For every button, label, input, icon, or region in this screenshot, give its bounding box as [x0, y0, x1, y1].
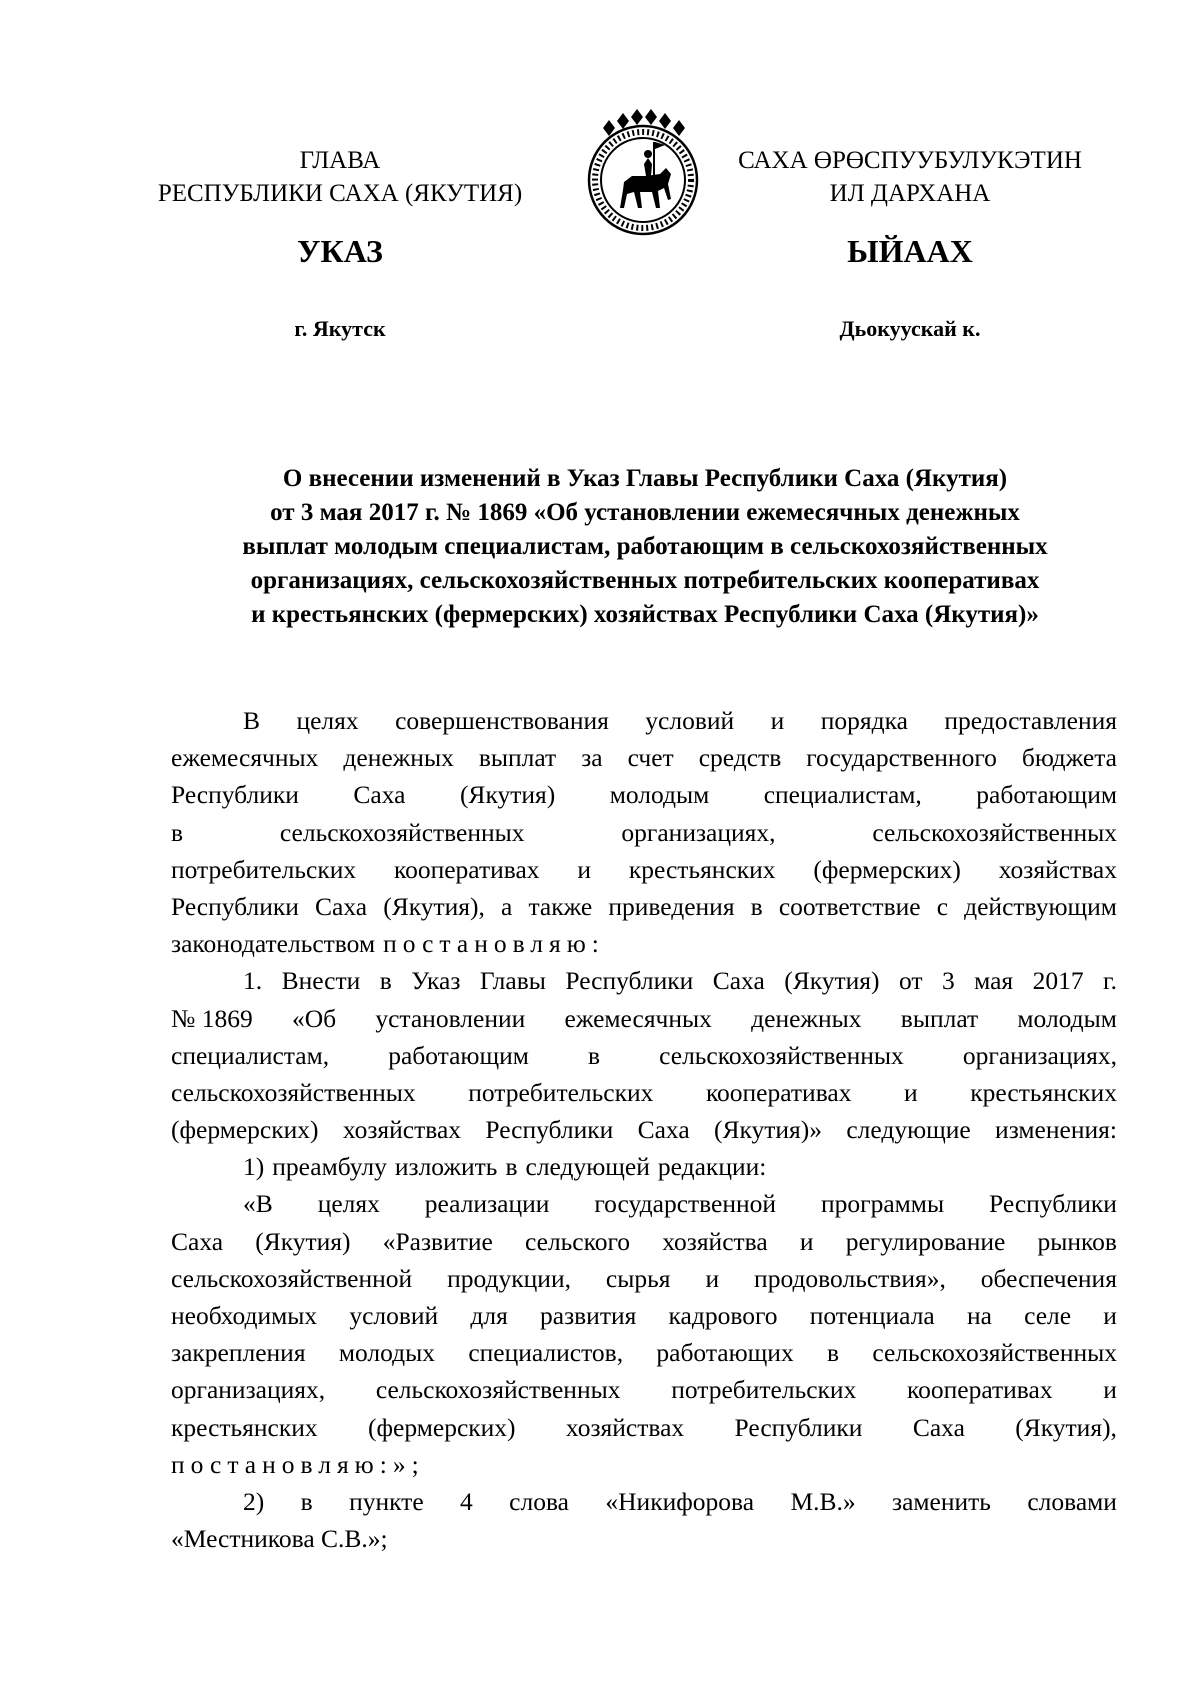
body-word: сельскохозяйственных: [872, 817, 1117, 847]
body-line: [171, 1223, 1117, 1260]
body-word: крестьянских: [171, 1412, 318, 1442]
body-word: кооперативах: [907, 1375, 1053, 1405]
body-word: и: [1103, 1301, 1117, 1330]
body-word: выплат: [900, 1003, 979, 1033]
body-word: а: [501, 891, 513, 921]
body-word: и: [577, 854, 592, 884]
body-word: крестьянских: [970, 1077, 1117, 1107]
body-line: [171, 1409, 1117, 1446]
body-word: г.: [1103, 966, 1117, 996]
body-word: выплат: [478, 743, 557, 773]
body-line: [171, 814, 1117, 851]
body-line: [171, 1334, 1117, 1371]
body-word: продовольствия»,: [754, 1263, 946, 1293]
body-word: на: [966, 1301, 992, 1330]
body-word: специалистов,: [468, 1338, 624, 1368]
body-word: целях: [296, 706, 359, 735]
body-word: установлении: [375, 1003, 526, 1033]
body-word: и: [1103, 1375, 1117, 1405]
body-line: [171, 1000, 1117, 1037]
body-word: молодым: [1017, 1003, 1117, 1033]
body-word: средств: [698, 743, 782, 773]
body-line: [171, 739, 1117, 776]
body-line: [171, 1037, 1117, 1074]
doc-type-sakha: ЫЙААХ: [847, 233, 973, 269]
body-word: Республики: [565, 966, 694, 996]
body-word: обеспечения: [980, 1263, 1117, 1293]
body-line: [171, 1074, 1117, 1111]
body-word: Саха: [171, 1226, 224, 1256]
body-line: [171, 1371, 1117, 1408]
body-word: кадрового: [668, 1301, 778, 1330]
body-word: сельскохозяйственных: [659, 1040, 904, 1070]
body-word: Республики: [734, 1412, 863, 1442]
body-word: сельскохозяйственной: [171, 1263, 413, 1293]
body-word: и: [904, 1077, 918, 1107]
body-word: соответствие: [778, 891, 921, 921]
issuer-ru: [150, 144, 530, 210]
body-word: (фермерских): [813, 854, 961, 884]
body-word: порядка: [820, 706, 908, 735]
body-word: денежных: [751, 1003, 862, 1033]
body-word: 2017: [1032, 966, 1084, 996]
body-word: редакции:: [657, 1152, 767, 1182]
body-word: Саха: [315, 891, 368, 921]
body-word: работающим: [388, 1040, 529, 1070]
body-word: 4: [460, 1486, 473, 1516]
body-word: Саха: [637, 1115, 690, 1145]
body-word: сельскохозяйственных: [375, 1375, 621, 1405]
title-line: О внесении изменений в Указ Главы Республики Саха (Якутия): [282, 465, 1008, 492]
body-word: условий: [349, 1301, 439, 1330]
body-word: законодательством: [171, 929, 376, 959]
body-line: [171, 1297, 1117, 1334]
body-word: Республики: [989, 1189, 1117, 1219]
body-word: М.В.»: [790, 1486, 856, 1516]
body-word: 3: [941, 966, 955, 996]
body-word: организациях,: [621, 817, 776, 847]
body-word: пункте: [349, 1486, 424, 1516]
body-word: в: [750, 891, 763, 921]
body-line: [171, 1483, 1117, 1520]
body-line: [171, 1260, 1117, 1297]
body-line: [171, 1111, 1117, 1148]
body-word: молодым: [609, 780, 710, 810]
body-word: 1): [243, 1152, 265, 1182]
body-word: организациях,: [962, 1040, 1117, 1070]
body-word: сельскохозяйственных: [872, 1338, 1117, 1368]
body-word: Республики: [485, 1115, 614, 1145]
body-word: (Якутия),: [1015, 1412, 1117, 1442]
body-word: приведения: [608, 891, 735, 921]
city-sakha: Дьокуускай к.: [839, 316, 981, 341]
issuer-ru-line1: ГЛАВА: [299, 147, 381, 174]
body-word: ежемесячных: [171, 743, 319, 773]
city-ru: г. Якутск: [294, 316, 386, 341]
body-word: 2): [243, 1486, 265, 1516]
body-word: хозяйствах: [998, 854, 1117, 884]
body-word: в: [505, 1152, 518, 1182]
body-word: заменить: [892, 1486, 991, 1516]
issuer-sakha-line1: САХА ӨРӨСПУУБУЛУКЭТИН: [738, 147, 1082, 174]
body-word: Республики: [171, 780, 299, 810]
body-word: с: [936, 891, 949, 921]
body-word: закрепления: [171, 1338, 306, 1368]
body-word: развития: [540, 1301, 637, 1330]
coat-of-arms-icon: [568, 108, 718, 238]
body-word: потребительских: [468, 1077, 654, 1107]
title-line: от 3 мая 2017 г. № 1869 «Об установлении ежемесячных денежных: [270, 499, 1020, 526]
body-word: следующей: [525, 1152, 650, 1182]
body-word: словами: [1027, 1486, 1117, 1516]
body-word: постановляю:»;: [171, 1449, 425, 1479]
body-word: селе: [1024, 1301, 1072, 1330]
body-word: (фермерских): [368, 1412, 516, 1442]
body-word: от: [898, 966, 923, 996]
body-line: [171, 1446, 1117, 1483]
body-word: (Якутия)»: [713, 1115, 823, 1145]
body-word: регулирование: [845, 1226, 1006, 1256]
body-word: предоставления: [944, 706, 1117, 735]
body-word: необходимых: [171, 1301, 318, 1330]
body-word: Саха: [912, 1412, 965, 1442]
body-word: следующие: [846, 1115, 971, 1145]
body-word: за: [581, 743, 603, 773]
body-word: работающих: [656, 1338, 794, 1368]
body-word: бюджета: [1021, 743, 1117, 773]
body-word: «Развитие: [382, 1226, 493, 1256]
body-word: «Местникова С.В.»;: [171, 1524, 388, 1554]
doc-type-ru: УКАЗ: [297, 233, 383, 269]
body-word: реализации: [424, 1189, 550, 1219]
body-word: Саха: [712, 966, 765, 996]
body-line: [171, 1520, 1117, 1557]
body-word: и: [799, 1226, 814, 1256]
body-word: ежемесячных: [564, 1003, 712, 1033]
body-word: 1.: [243, 966, 263, 996]
body-word: также: [528, 891, 593, 921]
body-word: сырья: [605, 1263, 671, 1293]
body-word: сельскохозяйственных: [171, 1077, 416, 1107]
body-word: преамбулу: [272, 1152, 387, 1182]
body-word: денежных: [343, 743, 454, 773]
body-word: кооперативах: [705, 1077, 852, 1107]
body-word: продукции,: [447, 1263, 571, 1293]
body-line: [171, 888, 1117, 925]
issuer-sakha-line2: ИЛ ДАРХАНА: [829, 180, 991, 207]
body-word: изменения:: [995, 1115, 1117, 1145]
body-word: государственной: [594, 1189, 777, 1219]
body-word: в: [827, 1338, 840, 1368]
body-word: Главы: [479, 966, 546, 996]
body-word: сельскохозяйственных: [279, 817, 525, 847]
body-word: «Об: [291, 1003, 337, 1033]
title-line: организациях, сельскохозяйственных потребительских кооперативах: [250, 567, 1040, 594]
body-word: совершенствования: [395, 706, 609, 735]
body-word: условий: [645, 706, 735, 735]
body-word: хозяйствах: [565, 1412, 685, 1442]
body-word: кооперативах: [393, 854, 540, 884]
document-title: [170, 462, 1120, 632]
body-word: и: [705, 1263, 720, 1293]
body-line: [171, 962, 1117, 999]
body-word: рынков: [1037, 1226, 1117, 1256]
body-word: целях: [317, 1189, 380, 1219]
body-word: В: [243, 706, 261, 735]
body-word: действующим: [964, 891, 1117, 921]
body-word: Указ: [411, 966, 461, 996]
body-word: потенциала: [809, 1301, 935, 1330]
body-word: работающим: [976, 780, 1117, 810]
title-line: выплат молодым специалистам, работающим в сельскохозяйственных: [242, 533, 1048, 560]
title-line: и крестьянских (фермерских) хозяйствах Республики Саха (Якутия)»: [251, 601, 1039, 628]
body-word: (Якутия): [459, 780, 556, 810]
body-word: в: [171, 817, 184, 847]
body-word: специалистам,: [763, 780, 922, 810]
document-body: [171, 702, 1117, 1557]
body-word: программы: [821, 1189, 945, 1219]
issuer-ru-line2: РЕСПУБЛИКИ САХА (ЯКУТИЯ): [157, 180, 523, 207]
body-word: Саха: [353, 780, 406, 810]
body-word: в: [379, 966, 392, 996]
body-word: счет: [627, 743, 674, 773]
body-word: крестьянских: [628, 854, 776, 884]
body-word: государственного: [806, 743, 997, 773]
body-word: в: [587, 1040, 601, 1070]
body-line: [171, 851, 1117, 888]
body-word: специалистам,: [171, 1040, 330, 1070]
body-word: хозяйствах: [342, 1115, 462, 1145]
body-word: изложить: [394, 1152, 498, 1182]
body-word: молодых: [338, 1338, 436, 1368]
body-word: (фермерских): [171, 1115, 319, 1145]
body-word: хозяйства: [662, 1226, 768, 1256]
body-word: слова: [509, 1486, 569, 1516]
body-line: [171, 1148, 1117, 1185]
body-line: [171, 702, 1117, 739]
body-word: мая: [974, 966, 1014, 996]
body-line: [171, 776, 1117, 813]
body-word: потребительских: [671, 1375, 857, 1405]
body-word: постановляю:: [383, 929, 605, 959]
body-word: Внести: [281, 966, 361, 996]
body-word: (Якутия),: [383, 891, 485, 921]
body-word: «Никифорова: [605, 1486, 755, 1516]
body-word: Республики: [171, 891, 299, 921]
body-word: в: [300, 1486, 313, 1516]
body-word: (Якутия): [784, 966, 880, 996]
body-line: [171, 925, 1117, 962]
issuer-sakha: [720, 144, 1100, 210]
body-word: сельского: [525, 1226, 631, 1256]
body-word: потребительских: [171, 854, 357, 884]
body-word: организациях,: [171, 1375, 326, 1405]
body-word: и: [770, 706, 785, 735]
body-word: «В: [243, 1189, 273, 1219]
body-word: для: [470, 1301, 508, 1330]
body-word: (Якутия): [255, 1226, 351, 1256]
body-word: № 1869: [171, 1003, 253, 1033]
body-line: [171, 1185, 1117, 1222]
